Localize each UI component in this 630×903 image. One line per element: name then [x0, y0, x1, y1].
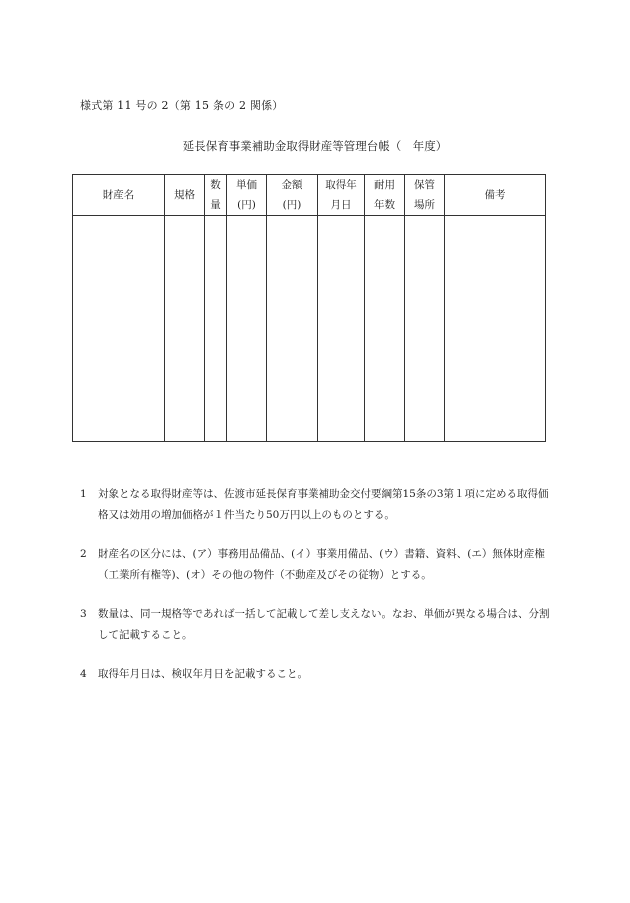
- note-text: 対象となる取得財産等は、佐渡市延長保育事業補助金交付要綱第15条の3第１項に定める取得価格又は効用の増加価格が１件当たり50万円以上のものとする。: [98, 488, 549, 521]
- header-specification: 規格: [165, 175, 205, 216]
- note-item: [80, 544, 555, 586]
- cell-property-name[interactable]: [73, 216, 165, 442]
- header-property-name: 財産名: [73, 175, 165, 216]
- note-text: 取得年月日は、検収年月日を記載すること。: [98, 668, 308, 680]
- header-useful-life: 耐用 年数: [365, 175, 405, 216]
- cell-specification[interactable]: [165, 216, 205, 442]
- header-quantity: 数 量: [205, 175, 227, 216]
- header-remarks: 備考: [445, 175, 546, 216]
- property-register-table: [72, 174, 546, 442]
- header-acquisition-date: 取得年 月日: [318, 175, 365, 216]
- note-item: [80, 484, 555, 526]
- note-number: 4: [80, 668, 87, 680]
- table-row: [73, 216, 546, 442]
- note-number: 3: [80, 608, 87, 620]
- cell-useful-life[interactable]: [365, 216, 405, 442]
- cell-quantity[interactable]: [205, 216, 227, 442]
- note-text: 財産名の区分には、(ア）事務用品備品、(イ）事業用備品、(ウ）書籍、資料、(エ）無体財産権（工業所有権等)、(オ）その他の物件（不動産及びその従物）とする。: [98, 548, 545, 581]
- note-number: 1: [80, 488, 87, 500]
- cell-acquisition-date[interactable]: [318, 216, 365, 442]
- page-title: 延長保育事業補助金取得財産等管理台帳（ 年度）: [182, 139, 448, 153]
- header-amount: 金額 (円): [267, 175, 318, 216]
- note-number: 2: [80, 548, 87, 560]
- cell-amount[interactable]: [267, 216, 318, 442]
- cell-remarks[interactable]: [445, 216, 546, 442]
- header-unit-price: 単価 (円): [227, 175, 267, 216]
- notes: [80, 484, 555, 703]
- note-item: [80, 604, 555, 646]
- note-item: [80, 664, 555, 685]
- table-header-row: [73, 175, 546, 216]
- note-text: 数量は、同一規格等であれば一括して記載して差し支えない。なお、単価が異なる場合は、分割して記載すること。: [98, 608, 550, 641]
- header-storage-location: 保管 場所: [405, 175, 445, 216]
- form-number: 様式第 11 号の 2（第 15 条の 2 関係）: [80, 99, 284, 112]
- cell-unit-price[interactable]: [227, 216, 267, 442]
- cell-storage-location[interactable]: [405, 216, 445, 442]
